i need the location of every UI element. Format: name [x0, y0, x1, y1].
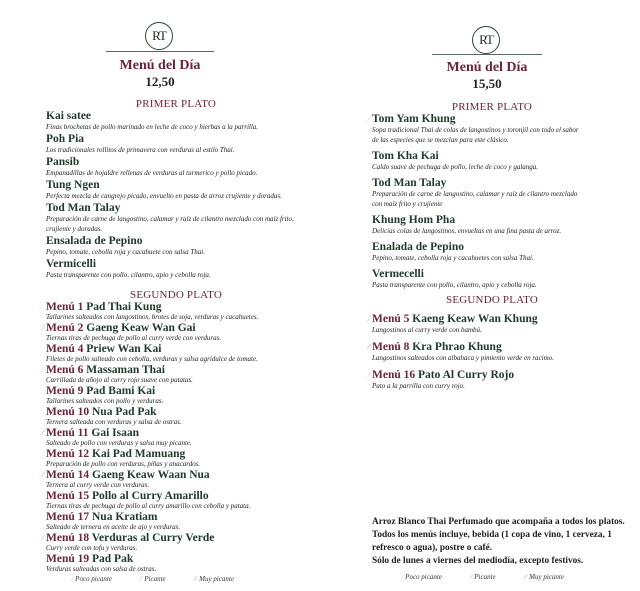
dish-title: Poh Pia	[46, 133, 85, 145]
dish-description: Delicias colas de langostinos, envueltas en una fina pasta de arroz.	[372, 227, 562, 235]
menu-item	[372, 177, 582, 209]
menu-item	[46, 202, 306, 234]
menu-item	[368, 113, 582, 145]
dish-description: Los tradicionales rollitos de primavera con verduras al estilo Thai.	[46, 146, 235, 154]
chili-icon: ⁄⁄	[42, 470, 43, 479]
chili-icon: ⁄	[368, 370, 369, 379]
legend-picante: ⁄⁄ Picante	[469, 573, 496, 581]
menu-title: Menú del Día	[119, 58, 201, 73]
menu-item	[46, 343, 316, 364]
dish-description: Verduras salteadas con salsa de ostras.	[46, 565, 157, 573]
dish-title: Priew Wan Kai	[86, 343, 162, 355]
dish-title: Kai Pad Mamuang	[92, 448, 186, 460]
dish-title: Khung Hom Pha	[372, 214, 456, 226]
dish-name	[46, 235, 306, 247]
menu-item	[46, 511, 316, 532]
dish-description: Langostinos al curry verde con bambú.	[372, 326, 482, 334]
dish-description: Tiernas tiras de pechuga de pollo al curry amarillo con cebolla y patata.	[46, 502, 251, 510]
dish-name	[46, 427, 316, 439]
dish-description: Pasta transparente con pollo, cilantro, apio y cebolla roja.	[46, 271, 211, 279]
dish-description: Perfecta mezcla de cangrejo picado, envuelto en pasta de arroz crujiente y doradas.	[46, 192, 282, 200]
dish-title: Pato Al Curry Rojo	[418, 369, 515, 381]
dish-description: Pepino, tomate, cebolla roja y cacahuete con salsa Thai.	[46, 248, 205, 256]
dish-name	[46, 553, 316, 565]
dish-title: Ensalada de Pepino	[46, 235, 143, 247]
menu-item	[42, 532, 316, 553]
menu-item	[372, 241, 582, 263]
dish-name	[46, 202, 306, 214]
note-rice: Arroz Blanco Thai Perfumado que acompaña a todos los platos.	[372, 517, 625, 527]
dish-name	[372, 113, 582, 125]
dish-title: Massaman Thai	[86, 364, 165, 376]
dish-description: Tallarines salteados con pollo y verduras.	[46, 397, 164, 405]
menu-number: Menú 5	[372, 313, 410, 325]
dish-description: Curry verde con tofu y verduras.	[46, 544, 138, 552]
menu-item	[46, 133, 306, 155]
dish-title: Kra Phrao Khung	[412, 341, 502, 353]
dish-name	[46, 343, 316, 355]
dish-description: Ternera salteada con verduras y salsa de ostras.	[46, 418, 182, 426]
menu-item	[42, 322, 316, 343]
dish-description: Langostinos salteados con albahaca y pimiento verde en racimo.	[372, 354, 554, 362]
menu-item	[46, 406, 316, 427]
dish-name	[46, 110, 306, 122]
rt-logo: RT	[145, 22, 173, 50]
dish-title: Pollo al Curry Amarillo	[92, 490, 209, 502]
dish-title: Tom Kha Kai	[372, 150, 439, 162]
dish-name	[372, 214, 582, 226]
dish-name	[46, 532, 316, 544]
dish-description: Tiernas tiras de pechuga de pollo al curry verde con verduras.	[46, 334, 222, 342]
menu-number: Menú 10	[46, 406, 90, 418]
menu-item	[41, 427, 316, 448]
menu-number: Menú 18	[46, 532, 90, 544]
dish-name	[46, 156, 306, 168]
legend-muy-picante: ⁄⁄⁄ Muy picante	[193, 575, 234, 583]
menu-item	[372, 268, 582, 290]
dish-title: Gai Isaan	[91, 427, 139, 439]
dish-name	[46, 322, 316, 334]
dish-name	[46, 258, 306, 270]
dish-title: Vermicelli	[46, 258, 97, 270]
dish-name	[46, 133, 306, 145]
dish-name	[46, 406, 316, 418]
segundo-plato-list	[41, 301, 316, 574]
menu-item	[46, 179, 306, 201]
segundo-plato-heading: SEGUNDO PLATO	[446, 294, 538, 306]
legend-poco-picante: ⁄ Poco picante	[72, 575, 112, 583]
menu-item	[368, 313, 602, 335]
menu-price: 15,50	[472, 76, 502, 91]
dish-title: Pad Thai Kung	[86, 301, 162, 313]
dish-description: Finas brochetas de pollo marinado en leche de coco y hierbas a la parrilla.	[46, 123, 259, 131]
dish-title: Pad Pak	[92, 553, 134, 565]
dish-description: Preparación de pollo con verduras, piñas y anacardos.	[46, 460, 201, 468]
menu-title: Menú del Día	[446, 60, 528, 75]
menu-item	[42, 364, 316, 385]
menu-number: Menú 4	[46, 343, 84, 355]
legend-poco-picante: ⁄ Poco picante	[402, 573, 442, 581]
legend-picante: ⁄⁄ Picante	[139, 575, 166, 583]
menu-number: Menú 17	[46, 511, 90, 523]
chili-icon: ⁄⁄	[368, 314, 369, 323]
dish-description: Filetes de pollo salteado con cebolla, verduras y salsa agridulce de tomate.	[46, 355, 258, 363]
chili-icon: ⁄⁄	[139, 575, 143, 583]
dish-name	[372, 177, 582, 189]
dish-title: Tod Man Talay	[46, 202, 121, 214]
dish-description: Tallarines salteados con langostinos, brotes de soja, verduras y cacahuetes.	[46, 313, 259, 321]
dish-name	[372, 341, 602, 353]
chili-icon: ⁄⁄⁄	[367, 342, 369, 351]
menu-price: 12,50	[145, 74, 175, 89]
dish-title: Gaeng Keaw Waan Nua	[92, 469, 210, 481]
menu-number: Menú 1	[46, 301, 84, 313]
dish-title: Pad Bami Kai	[86, 385, 156, 397]
primer-plato-heading: PRIMER PLATO	[135, 98, 217, 110]
dish-title: Tung Ngen	[46, 179, 100, 191]
menu-number: Menú 15	[46, 490, 90, 502]
rt-logo: RT	[472, 26, 500, 54]
chili-icon: ⁄⁄	[42, 323, 43, 332]
dish-name	[46, 364, 316, 376]
dish-title: Nua Pad Pak	[92, 406, 157, 418]
dish-title: Pansib	[46, 156, 80, 168]
chili-icon: ⁄	[402, 573, 404, 581]
menu-item	[42, 469, 316, 490]
menu-item	[46, 301, 316, 322]
menu-number: Menú 9	[46, 385, 84, 397]
dish-title: Kai satee	[46, 110, 92, 122]
menu-number: Menú 12	[46, 448, 90, 460]
dish-name	[372, 150, 582, 162]
menu-item	[46, 385, 316, 406]
legend-muy-picante: ⁄⁄⁄ Muy picante	[523, 573, 564, 581]
segundo-plato-heading: SEGUNDO PLATO	[130, 289, 222, 301]
chili-icon: ⁄⁄⁄	[193, 575, 198, 583]
dish-description: Carrillada de añojo al curry rojo suave con patatas.	[46, 376, 193, 384]
dish-description: Salteado de pollo con verduras y salsa muy picante.	[46, 439, 192, 447]
dish-name	[372, 268, 582, 280]
dish-title: Vermecelli	[372, 268, 424, 280]
primer-plato-list	[46, 110, 306, 281]
menu-number: Menú 16	[372, 369, 416, 381]
spice-legend	[72, 575, 234, 583]
divider	[106, 51, 214, 52]
menu-number: Menú 2	[46, 322, 84, 334]
dish-name	[46, 469, 316, 481]
dish-name	[46, 385, 316, 397]
dish-title: Kaeng Keaw Wan Khung	[412, 313, 538, 325]
chili-icon: ⁄⁄⁄	[41, 428, 43, 437]
dish-description: Ternera al curry verde con verduras.	[46, 481, 150, 489]
menu-notes	[372, 516, 640, 568]
dish-description: Pepino, tomate, cebolla roja y cacahuetes con salsa Thai.	[372, 254, 534, 262]
dish-name	[372, 369, 602, 381]
dish-title: Enalada de Pepino	[372, 241, 465, 253]
primer-plato-heading: PRIMER PLATO	[451, 101, 533, 113]
dish-description: Preparación de carne de langostino, calamar y raíz de cilantro mezclado con maíz frito y crujiente	[372, 190, 578, 208]
menu-item	[46, 490, 316, 511]
dish-description: Empanadillas de hojaldre rellenas de verduras al turmerico y pollo picado.	[46, 169, 258, 177]
note-schedule: Sólo de lunes a viernes del mediodía, excepto festivos.	[372, 556, 584, 566]
dish-title: Tom Yam Khung	[372, 113, 456, 125]
dish-title: Tod Man Talay	[372, 177, 447, 189]
menu-item	[46, 156, 306, 178]
chili-icon: ⁄	[368, 114, 369, 123]
dish-title: Gaeng Keaw Wan Gai	[86, 322, 196, 334]
menu-number: Menú 8	[372, 341, 410, 353]
chili-icon: ⁄⁄	[469, 573, 473, 581]
menu-number: Menú 19	[46, 553, 90, 565]
primer-plato-list	[368, 113, 582, 295]
dish-name	[46, 448, 316, 460]
dish-title: Nua Kratiam	[92, 511, 158, 523]
segundo-plato-list	[367, 313, 602, 397]
dish-name	[46, 301, 316, 313]
menu-item	[372, 214, 582, 236]
dish-name	[46, 490, 316, 502]
chili-icon: ⁄⁄⁄	[523, 573, 528, 581]
chili-icon: ⁄⁄	[42, 533, 43, 542]
menu-item	[46, 110, 306, 132]
dish-description: Caldo suave de pechuga de pollo, leche de coco y galanga.	[372, 163, 539, 171]
menu-item	[46, 258, 306, 280]
dish-name	[372, 241, 582, 253]
menu-item	[367, 341, 602, 363]
menu-item	[368, 369, 602, 391]
menu-item	[46, 553, 316, 574]
menu-item	[46, 235, 306, 257]
menu-item	[372, 150, 582, 172]
dish-name	[372, 313, 602, 325]
dish-description: Salteado de ternera en aceite de ajo y verduras.	[46, 523, 181, 531]
spice-legend	[402, 573, 564, 581]
chili-icon: ⁄	[72, 575, 74, 583]
menu-item	[46, 448, 316, 469]
dish-description: Pasta transparente con pollo, cilantro, apio y cebolla roja.	[372, 281, 537, 289]
dish-description: Pato a la parrilla con curry rojo.	[372, 382, 465, 390]
dish-description: Preparación de carne de langostino, calamar y raíz de cilantro mezclado con maíz frito, crujiente y doradas.	[46, 215, 294, 233]
menu-number: Menú 6	[46, 364, 84, 376]
chili-icon: ⁄	[42, 365, 43, 374]
menu-number: Menú 11	[46, 427, 89, 439]
dish-name	[46, 179, 306, 191]
note-includes: Todos los menús incluye, bebida (1 copa de vino, 1 cerveza, 1 refresco o agua), postre o café.	[372, 530, 612, 553]
dish-name	[46, 511, 316, 523]
divider	[432, 54, 542, 55]
menu-number: Menú 14	[46, 469, 90, 481]
dish-title: Verduras al Curry Verde	[91, 532, 215, 544]
dish-description: Sopa tradicional Thai de colas de langostinos y toronjil con todo el sabor de las especies que se mezclan para este clásico.	[372, 126, 579, 144]
